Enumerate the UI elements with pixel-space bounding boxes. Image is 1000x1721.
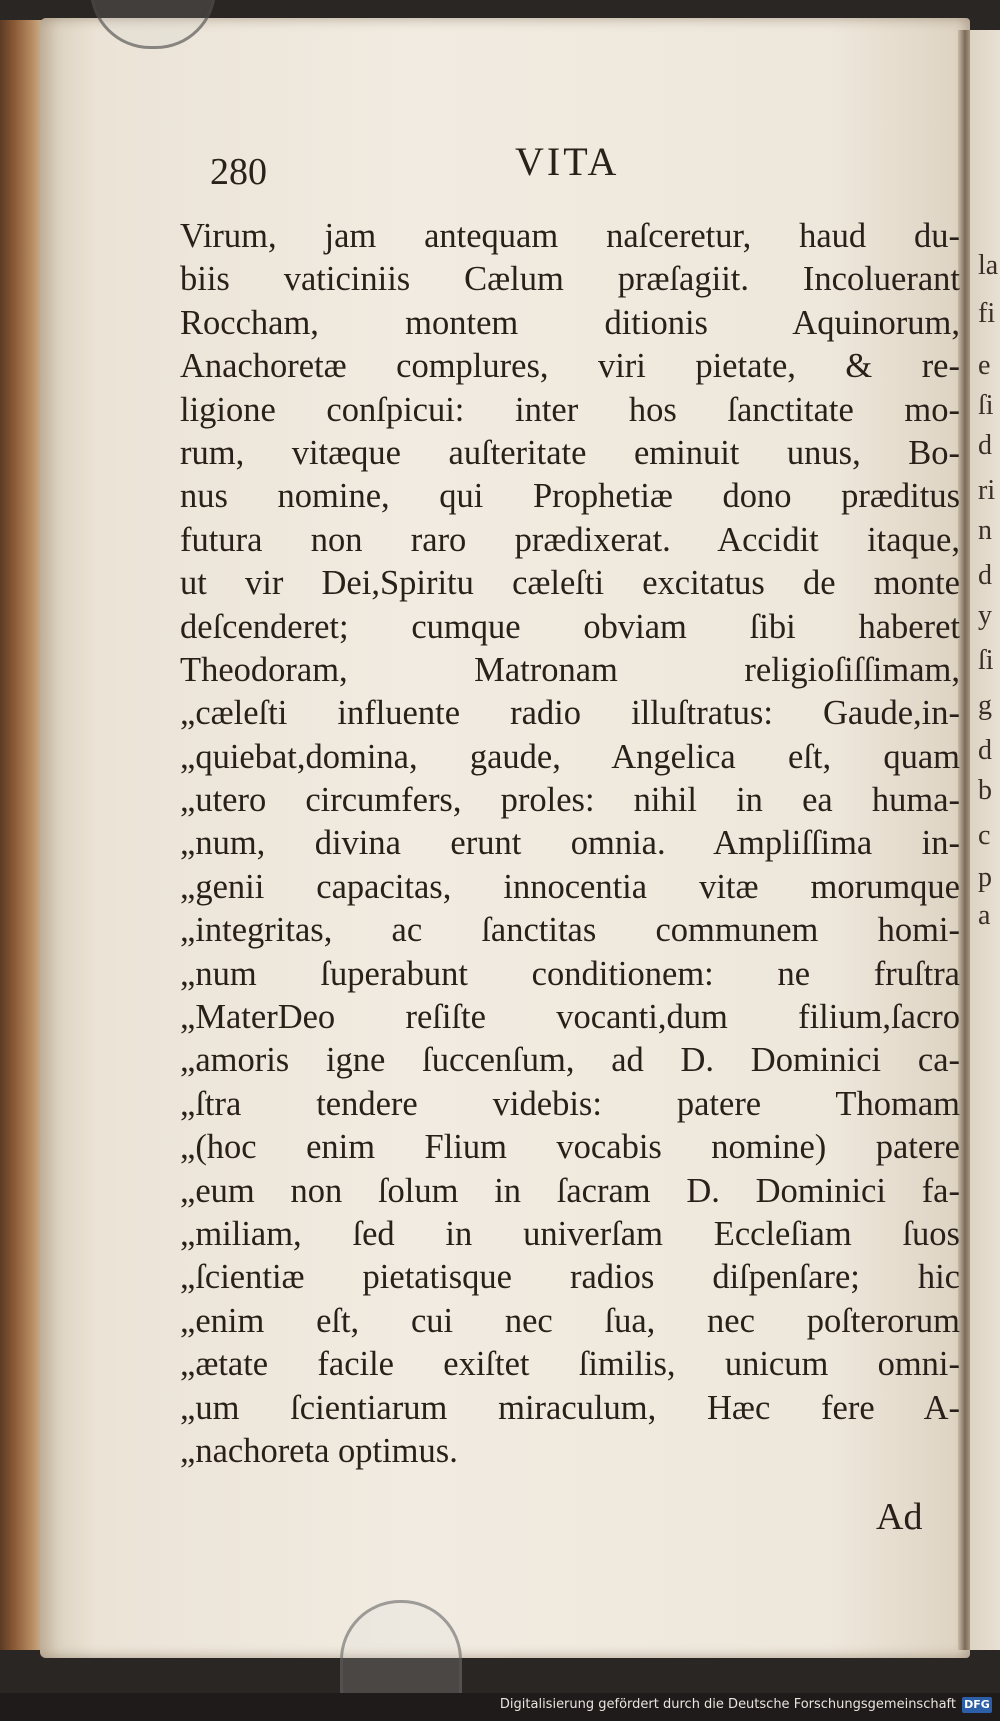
- text-line: „genii capacitas, innocentia vitæ morumque: [180, 867, 960, 906]
- text-line: „integritas, ac ſanctitas communem homi-: [180, 911, 960, 950]
- facing-letter: la: [978, 250, 999, 281]
- facing-letter: d: [978, 430, 992, 461]
- facing-letter: ri: [978, 475, 996, 506]
- text-line: „ſtra tendere videbis: patere Thomam: [180, 1084, 960, 1123]
- facing-letter: p: [978, 862, 992, 893]
- text-line: nus nomine, qui Prophetiæ dono præditus: [180, 477, 960, 516]
- text-line: „MaterDeo reſiſte vocanti,dum filium,ſacro: [180, 998, 960, 1037]
- facing-letter: d: [978, 735, 992, 766]
- facing-letter: ſi: [978, 645, 994, 676]
- dfg-logo: DFG: [962, 1697, 992, 1713]
- text-line: deſcenderet; cumque obviam ſibi haberet: [180, 607, 960, 646]
- facing-letter: c: [978, 820, 991, 851]
- catchword: Ad: [876, 1496, 923, 1538]
- facing-letter: ſi: [978, 390, 994, 421]
- running-head: VITA: [515, 139, 620, 184]
- text-line: Theodoram, Matronam religioſiſſimam,: [180, 650, 960, 689]
- text-line: „cæleſti influente radio illuſtratus: Gaude,in-: [180, 694, 960, 733]
- text-line: „nachoreta optimus.: [180, 1431, 458, 1470]
- text-line: Virum, jam antequam naſceretur, haud du-: [180, 217, 960, 255]
- facing-letter: b: [978, 775, 992, 806]
- text-line: ligione conſpicui: inter hos ſanctitate mo-: [180, 390, 960, 429]
- text-line: „(hoc enim Flium vocabis nomine) patere: [180, 1128, 960, 1167]
- text-line: rum, vitæque auſteritate eminuit unus, Bo-: [180, 433, 960, 472]
- text-line: „ætate facile exiſtet ſimilis, unicum omni-: [180, 1345, 960, 1384]
- text-line: „ſcientiæ pietatisque radios diſpenſare; hic: [180, 1258, 960, 1297]
- text-line: „eum non ſolum in ſacram D. Dominici fa-: [180, 1171, 960, 1210]
- text-line: futura non raro prædixerat. Accidit itaque,: [180, 520, 960, 559]
- text-line: biis vaticiniis Cælum præſagiit. Incoluerant: [180, 260, 960, 299]
- text-line: Roccham, montem ditionis Aquinorum,: [180, 303, 960, 342]
- facing-letter: a: [978, 900, 991, 931]
- text-line: „num ſuperabunt conditionem: ne fruſtra: [180, 954, 960, 993]
- text-line: Anachoretæ complures, viri pietate, & re-: [180, 347, 960, 386]
- text-line: „enim eſt, cui nec ſua, nec poſterorum: [180, 1301, 960, 1340]
- body-text: [180, 215, 960, 1473]
- text-line: „amoris igne ſuccenſum, ad D. Dominici ca-: [180, 1041, 960, 1080]
- facing-letter: d: [978, 560, 992, 591]
- text-line: „quiebat,domina, gaude, Angelica eſt, quam: [180, 737, 960, 776]
- text-line: „utero circumfers, proles: nihil in ea huma-: [180, 781, 960, 820]
- funding-credit: Digitalisierung gefördert durch die Deutsche Forschungsgemeinschaft: [499, 1697, 956, 1712]
- page-number: 280: [210, 151, 267, 193]
- facing-letter: g: [978, 690, 992, 721]
- facing-letter: n: [978, 515, 992, 546]
- text-line: „um ſcientiarum miraculum, Hæc fere A-: [180, 1388, 960, 1427]
- text-line: „miliam, ſed in univerſam Eccleſiam ſuos: [180, 1214, 960, 1253]
- facing-letter: y: [978, 600, 992, 631]
- facing-letter: e: [978, 350, 991, 381]
- text-line: ut vir Dei,Spiritu cæleſti excitatus de monte: [180, 564, 960, 603]
- text-line: „num, divina erunt omnia. Ampliſſima in-: [180, 824, 960, 863]
- facing-letter: fi: [978, 298, 996, 329]
